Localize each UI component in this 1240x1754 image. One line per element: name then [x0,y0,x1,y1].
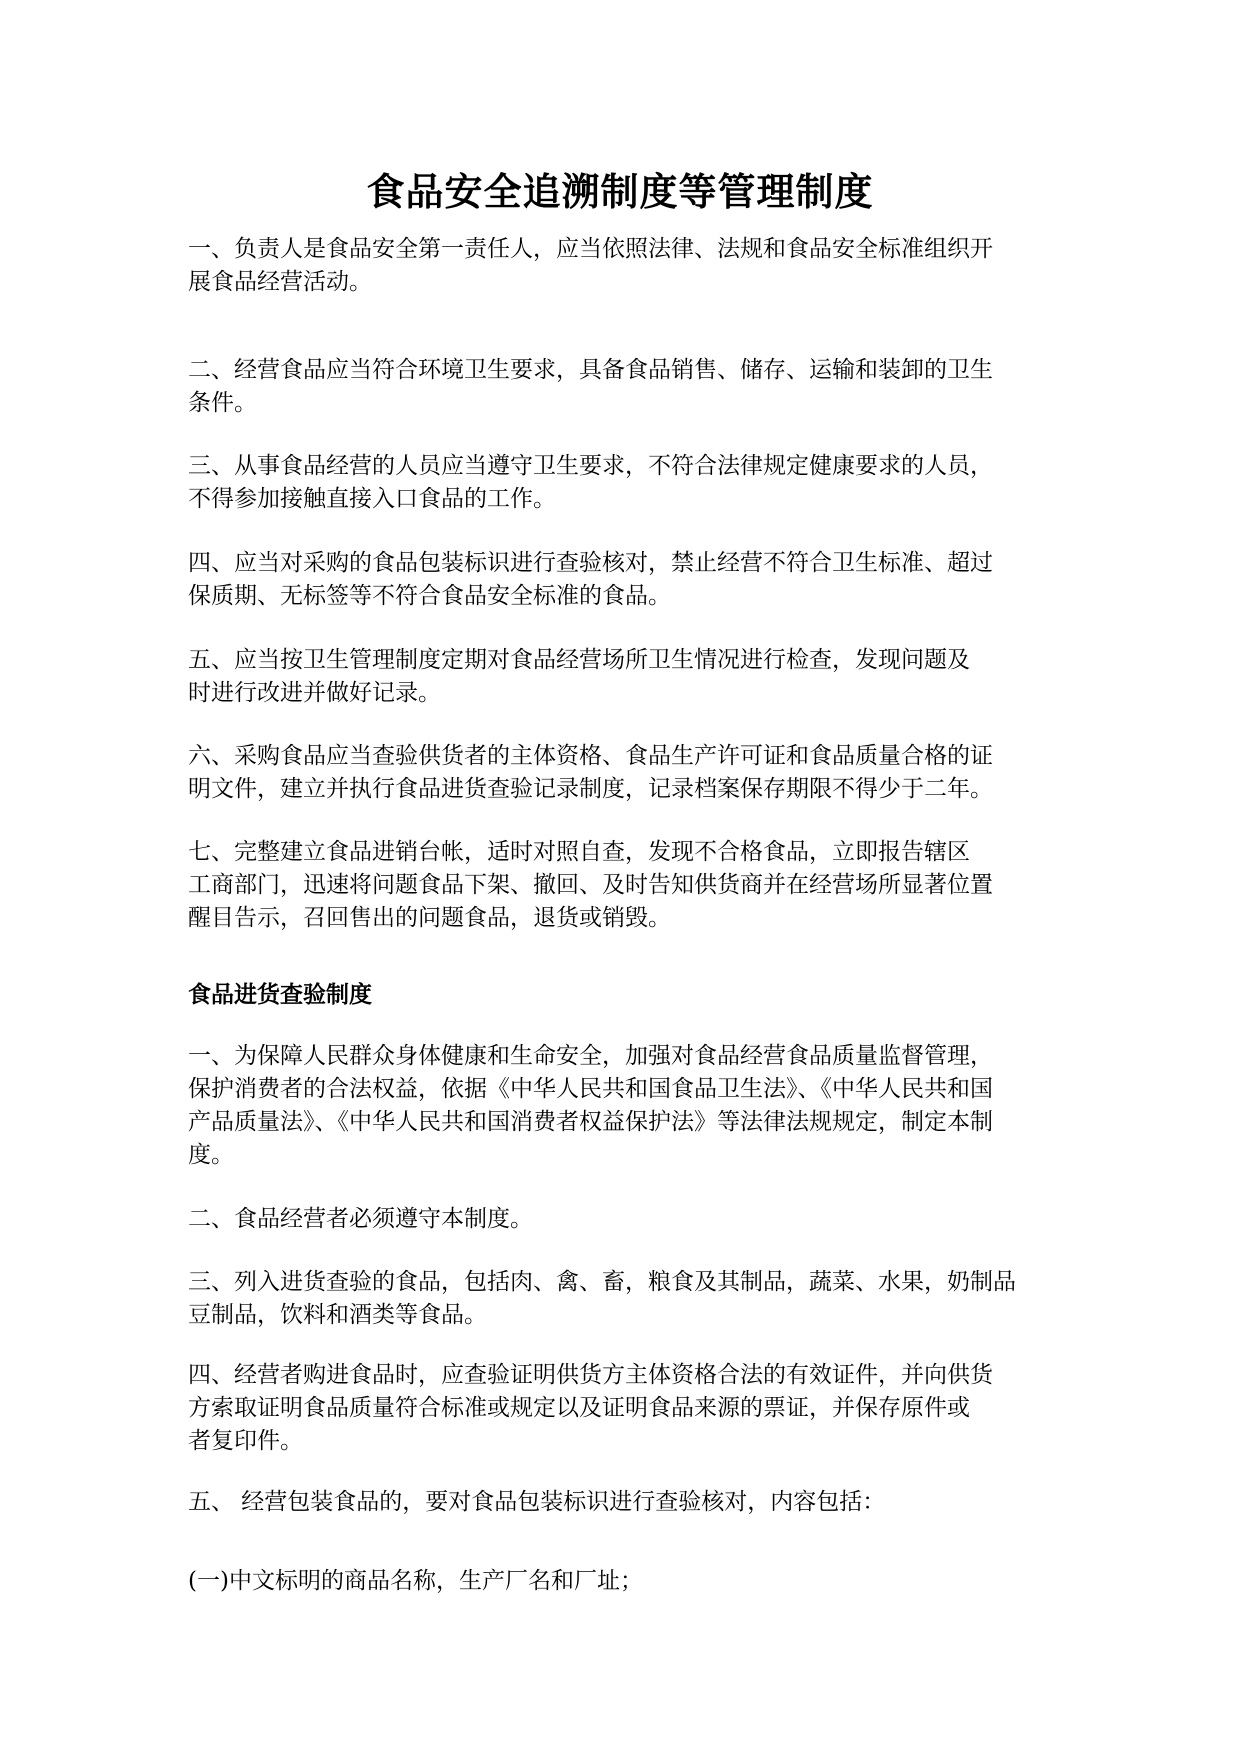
page-title: 食品安全追溯制度等管理制度 [366,169,874,214]
paragraph-5 [188,644,1060,710]
text-line: 工商部门，迅速将问题食品下架、撤回、及时告知供货商并在经营场所显著位置 [188,872,993,898]
text-line: 明文件，建立并执行食品进货查验记录制度，记录档案保存期限不得少于二年。 [188,776,993,802]
paragraph-2 [188,354,1060,420]
text-line: 者复印件。 [188,1428,303,1454]
text-line: 产品质量法》、《中华人民共和国消费者权益保护法》等法律法规规定，制定本制 [188,1109,993,1135]
text-line: 不得参加接触直接入口食品的工作。 [188,486,556,512]
text-line: 四、应当对采购的食品包装标识进行查验核对，禁止经营不符合卫生标准、超过 [188,550,993,576]
text-line: 五、 经营包装食品的，要对食品包装标识进行查验核对，内容包括： [188,1489,886,1515]
paragraph-13 [188,1565,1060,1598]
text-line: 方索取证明食品质量符合标准或规定以及证明食品来源的票证，并保存原件或 [188,1395,970,1421]
paragraph-10 [188,1266,1060,1332]
text-line: 三、从事食品经营的人员应当遵守卫生要求，不符合法律规定健康要求的人员， [188,453,993,479]
text-line: 三、列入进货查验的食品，包括肉、禽、畜，粮食及其制品，蔬菜、水果，奶制品 [188,1269,1016,1295]
paragraph-6 [188,740,1060,806]
text-line: 一、负责人是食品安全第一责任人，应当依照法律、法规和食品安全标准组织开 [188,236,993,262]
text-line: 条件。 [188,390,257,416]
section-heading: 食品进货查验制度 [188,981,372,1008]
paragraph-4 [188,547,1060,613]
text-line: 度。 [188,1142,234,1168]
text-line: (一)中文标明的商品名称，生产厂名和厂址； [188,1568,643,1594]
paragraph-9 [188,1203,1060,1236]
text-line: 保护消费者的合法权益，依据《中华人民共和国食品卫生法》、《中华人民共和国 [188,1076,993,1102]
text-line: 七、完整建立食品进销台帐，适时对照自查，发现不合格食品，立即报告辖区 [188,839,970,865]
text-line: 时进行改进并做好记录。 [188,680,441,706]
text-line: 二、经营食品应当符合环境卫生要求，具备食品销售、储存、运输和装卸的卫生 [188,357,993,383]
paragraph-3 [188,450,1060,516]
text-line: 二、食品经营者必须遵守本制度。 [188,1206,533,1232]
paragraph-7 [188,836,1060,935]
paragraph-8 [188,1040,1060,1172]
text-line: 豆制品，饮料和酒类等食品。 [188,1302,487,1328]
text-line: 四、经营者购进食品时，应查验证明供货方主体资格合法的有效证件，并向供货 [188,1362,993,1388]
paragraph-11 [188,1359,1060,1458]
text-line: 一、为保障人民群众身体健康和生命安全，加强对食品经营食品质量监督管理， [188,1043,993,1069]
paragraph-12 [188,1486,1060,1519]
paragraph-1 [188,233,1060,299]
text-line: 五、应当按卫生管理制度定期对食品经营场所卫生情况进行检查，发现问题及 [188,647,970,673]
text-line: 六、采购食品应当查验供货者的主体资格、食品生产许可证和食品质量合格的证 [188,743,993,769]
text-line: 醒目告示，召回售出的问题食品，退货或销毁。 [188,905,671,931]
text-line: 展食品经营活动。 [188,269,372,295]
text-line: 保质期、无标签等不符合食品安全标准的食品。 [188,583,671,609]
